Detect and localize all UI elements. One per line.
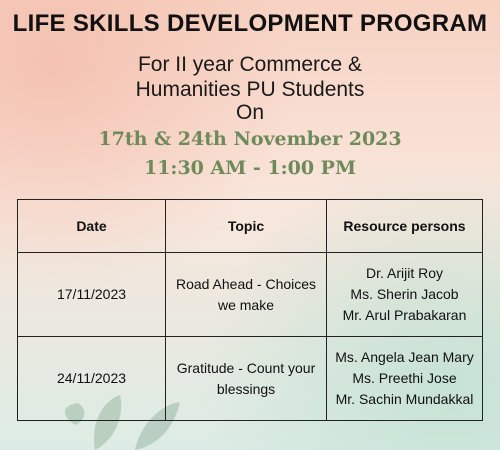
topic-text: Gratitude - Count your blessings <box>176 359 316 397</box>
row-date: 17/11/2023 <box>18 253 166 337</box>
topic-text: Road Ahead - Choices we make <box>175 275 317 313</box>
audience-line-1: For II year Commerce & <box>137 53 363 76</box>
table-header-row <box>18 200 483 253</box>
row-topic <box>166 337 327 421</box>
header-topic: Topic <box>166 200 327 253</box>
header-date: Date <box>18 200 166 253</box>
row-persons <box>327 337 483 421</box>
table-row <box>18 337 483 421</box>
person-name: Mr. Sachin Mundakkal <box>335 391 474 407</box>
event-time: 11:30 AM - 1:00 PM <box>143 157 356 179</box>
person-name: Ms. Angela Jean Mary <box>335 349 474 365</box>
audience-line-2: Humanities PU Students <box>135 78 365 101</box>
row-topic <box>166 253 327 337</box>
row-date: 24/11/2023 <box>18 337 166 421</box>
schedule-table <box>17 199 483 421</box>
header-resource-persons: Resource persons <box>327 200 483 253</box>
person-name: Mr. Arul Prabakaran <box>342 307 467 323</box>
table-row <box>18 253 483 337</box>
program-title: LIFE SKILLS DEVELOPMENT PROGRAM <box>12 10 488 37</box>
row-persons <box>327 253 483 337</box>
person-name: Dr. Arijit Roy <box>365 265 443 281</box>
person-name: Ms. Sherin Jacob <box>350 286 459 302</box>
on-label: On <box>235 101 264 124</box>
person-name: Ms. Preethi Jose <box>352 370 457 386</box>
event-dates: 17th & 24th November 2023 <box>98 128 402 150</box>
